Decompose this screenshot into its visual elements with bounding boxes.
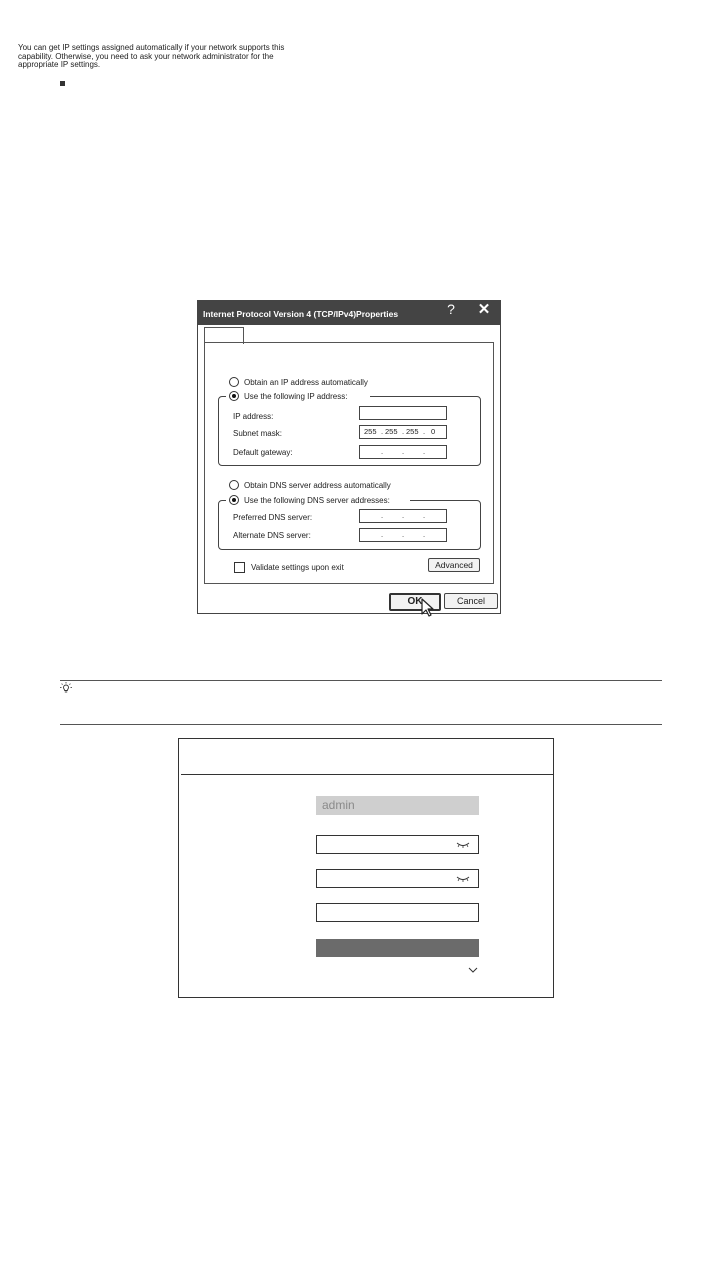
preferred-dns-input[interactable]: . . . — [359, 509, 447, 523]
validate-label: Validate settings upon exit — [251, 563, 344, 572]
use-dns-label: Use the following DNS server addresses: — [244, 496, 390, 505]
subnet-octet-1: 255 — [364, 427, 377, 436]
mouse-cursor-icon — [420, 598, 436, 618]
subnet-octet-4: 0 — [431, 427, 436, 436]
obtain-ip-auto-radio[interactable] — [229, 377, 239, 387]
username-field[interactable]: admin — [316, 796, 479, 815]
eye-hidden-icon[interactable] — [456, 841, 470, 849]
form-header-divider — [181, 774, 553, 775]
dialog-title: Internet Protocol Version 4 (TCP/IPv4)Properties — [203, 309, 399, 319]
bullet-marker — [60, 81, 65, 86]
dialog-description: You can get IP settings assigned automatically if your network supports this capability. Otherwise, you need to ask your network administrator for the appropriate IP settings. — [18, 43, 285, 70]
confirm-password-field[interactable] — [316, 869, 479, 888]
default-gateway-input[interactable]: . . . — [359, 445, 447, 459]
dialog-title-bar — [198, 301, 500, 325]
use-ip-label: Use the following IP address: — [244, 392, 348, 401]
lightbulb-icon — [57, 681, 75, 695]
tip-bottom-divider — [60, 724, 662, 725]
eye-hidden-icon[interactable] — [456, 875, 470, 883]
ip-address-label: IP address: — [233, 412, 274, 421]
login-form-panel — [178, 738, 554, 998]
chevron-down-icon[interactable] — [468, 966, 478, 974]
advanced-button[interactable]: Advanced — [428, 558, 480, 572]
cancel-button[interactable]: Cancel — [444, 593, 498, 609]
alternate-dns-input[interactable]: . . . — [359, 528, 447, 542]
subnet-mask-input[interactable]: 255 . 255 . 255 . 0 — [359, 425, 447, 439]
alternate-dns-label: Alternate DNS server: — [233, 531, 311, 540]
preferred-dns-label: Preferred DNS server: — [233, 513, 313, 522]
ok-button[interactable]: OK — [389, 593, 441, 611]
use-dns-radio[interactable] — [229, 495, 239, 505]
subnet-octet-3: 255 — [406, 427, 419, 436]
obtain-ip-auto-label: Obtain an IP address automatically — [244, 378, 368, 387]
obtain-dns-auto-label: Obtain DNS server address automatically — [244, 481, 391, 490]
password-field[interactable] — [316, 835, 479, 854]
default-gateway-label: Default gateway: — [233, 448, 293, 457]
validate-checkbox[interactable] — [234, 562, 245, 573]
ip-address-input[interactable] — [359, 406, 447, 420]
text-input-field[interactable] — [316, 903, 479, 922]
subnet-octet-2: 255 — [385, 427, 398, 436]
obtain-dns-auto-radio[interactable] — [229, 480, 239, 490]
submit-button[interactable] — [316, 939, 479, 957]
help-button[interactable]: ? — [447, 301, 455, 317]
tip-top-divider — [60, 680, 662, 681]
close-button[interactable]: ✕ — [477, 301, 491, 318]
subnet-mask-label: Subnet mask: — [233, 429, 282, 438]
use-ip-radio[interactable] — [229, 391, 239, 401]
dns-server-group — [218, 500, 481, 550]
